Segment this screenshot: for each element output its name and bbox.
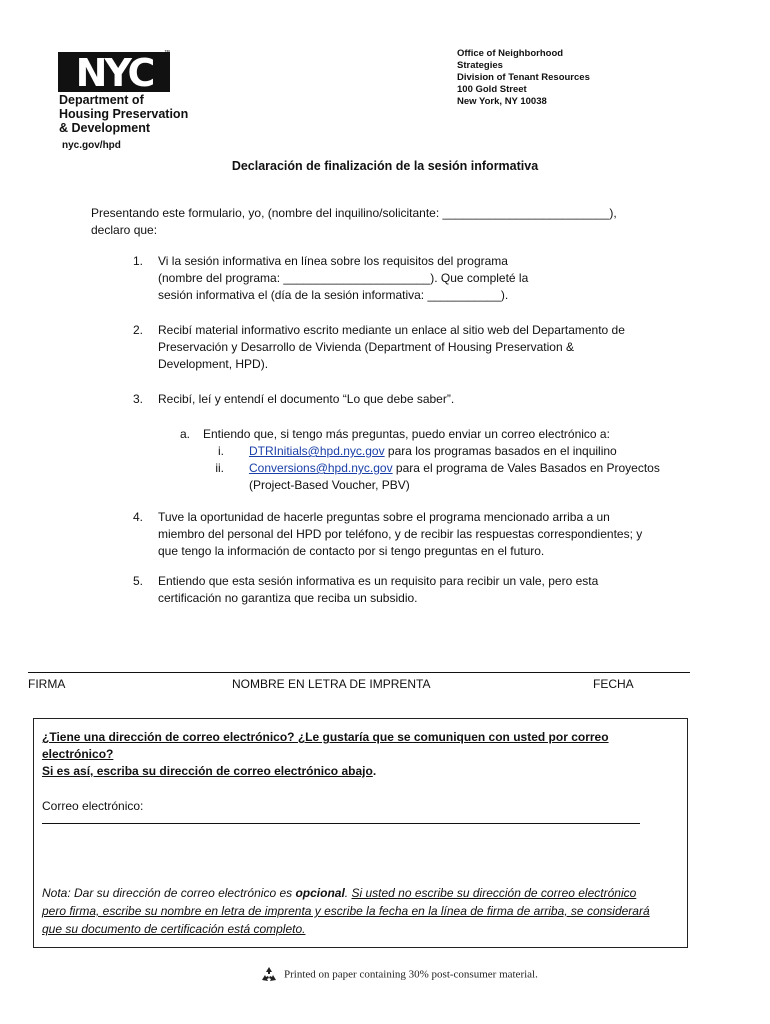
office-address: Office of Neighborhood Strategies Division of Tenant Resources 100 Gold Street New York, NY 10038 <box>457 48 590 107</box>
list-item-5: 5. Entiendo que esta sesión informativa es un requisito para recibir un vale, pero esta certificación no garantiza que reciba un subsidio. <box>133 574 599 605</box>
list-item-1: 1. Vi la sesión informativa en línea sobre los requisitos del programa (nombre del programa: ______________________). Que completé la sesión informativa el (día de la sesión informativa: ___________). <box>133 254 529 302</box>
department-name: Department of Housing Preservation & Development <box>59 93 189 135</box>
email-label: Correo electrónico: <box>42 799 144 813</box>
signature-label: FIRMA <box>28 677 66 691</box>
logo-trademark: ™ <box>164 50 170 56</box>
sub-item-ii: ii. Conversions@hpd.nyc.gov para el programa de Vales Basados en Proyectos (Project-Based Voucher, PBV) <box>215 461 660 492</box>
nyc-logo: NYC <box>58 52 170 92</box>
page-title: Declaración de finalización de la sesión informativa <box>231 159 539 173</box>
sub-item-a: a. Entiendo que, si tengo más preguntas, puedo enviar un correo electrónico a: <box>180 427 610 441</box>
email-link-dtr[interactable]: DTRInitials@hpd.nyc.gov <box>249 444 385 458</box>
website-url: nyc.gov/hpd <box>62 140 121 151</box>
list-item-2: 2. Recibí material informativo escrito mediante un enlace al sitio web del Departamento de Preservación y Desarrollo de Vivienda (Department of Housing Preservation & Development, HPD). <box>133 323 625 371</box>
email-link-conversions[interactable]: Conversions@hpd.nyc.gov <box>249 461 393 475</box>
print-name-label: NOMBRE EN LETRA DE IMPRENTA <box>232 677 431 691</box>
date-label: FECHA <box>593 677 634 691</box>
list-item-3: 3. Recibí, leí y entendí el documento “Lo que debe saber”. <box>133 392 455 406</box>
sub-item-i: i. DTRInitials@hpd.nyc.gov para los programas basados en el inquilino <box>218 444 617 458</box>
email-note: Nota: Dar su dirección de correo electrónico es opcional. Si usted no escribe su dirección de correo electrónico pero firma, escribe su nombre en letra de imprenta y escribe la fecha en la línea de firma de arriba, se considerará que su documento de certificación está completo. <box>42 886 650 936</box>
signature-line[interactable] <box>28 672 690 673</box>
intro-paragraph: Presentando este formulario, yo, (nombre del inquilino/solicitante: _________________________), declaro que: <box>91 206 617 237</box>
list-item-4: 4. Tuve la oportunidad de hacerle preguntas sobre el programa mencionado arriba a un miembro del personal del HPD por teléfono, y de recibir las respuestas correspondientes; y que tengo la información de contacto por si tengo preguntas en el futuro. <box>133 510 643 558</box>
email-question: ¿Tiene una dirección de correo electrónico? ¿Le gustaría que se comuniquen con usted por correo electrónico? Si es así, escriba su dirección de correo electrónico abajo. <box>42 730 609 778</box>
email-input-line[interactable] <box>42 823 640 824</box>
recycle-icon <box>260 966 278 984</box>
recycle-footer: Printed on paper containing 30% post-consumer material. <box>260 966 538 984</box>
email-box <box>33 718 688 948</box>
